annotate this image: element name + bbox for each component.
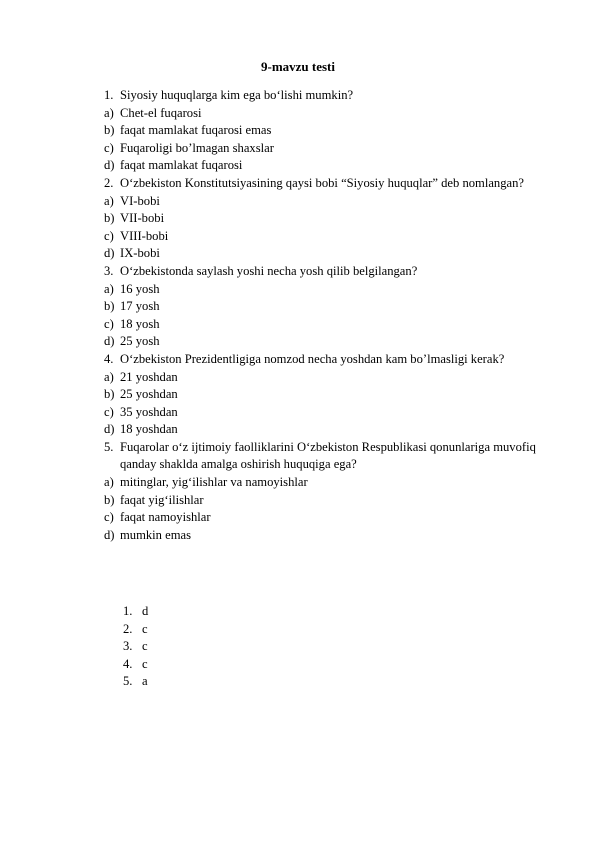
option-letter: a) — [104, 369, 114, 384]
option-3b — [104, 298, 554, 316]
option-5d — [104, 527, 554, 545]
option-letter: a) — [104, 193, 114, 208]
answer-value: a — [142, 674, 148, 689]
option-letter: c) — [104, 316, 114, 331]
option-text: faqat mamlakat fuqarosi — [120, 158, 243, 173]
question-text: O‘zbekiston Konstitutsiyasining qaysi bobi “Siyosiy huquqlar” deb nomlangan? — [120, 175, 524, 190]
quiz-questions — [104, 87, 554, 544]
option-5b — [104, 492, 554, 510]
option-letter: c) — [104, 404, 114, 419]
option-letter: b) — [104, 387, 115, 402]
option-letter: c) — [104, 140, 114, 155]
question-number: 4. — [104, 351, 114, 366]
option-4c — [104, 404, 554, 422]
option-text: 21 yoshdan — [120, 369, 178, 384]
question-number: 3. — [104, 263, 114, 278]
option-1c — [104, 140, 554, 158]
option-text: VI-bobi — [120, 193, 160, 208]
option-letter: a) — [104, 475, 114, 490]
option-text: Chet-el fuqarosi — [120, 105, 202, 120]
option-letter: c) — [104, 228, 114, 243]
question-5 — [104, 439, 554, 474]
option-letter: b) — [104, 211, 115, 226]
answer-value: c — [142, 639, 148, 654]
option-text: mitinglar, yig‘ilishlar va namoyishlar — [120, 475, 308, 490]
option-text: 25 yoshdan — [120, 387, 178, 402]
question-text: O‘zbekistonda saylash yoshi necha yosh qilib belgilangan? — [120, 263, 418, 278]
answer-number: 2. — [123, 621, 133, 636]
option-letter: d) — [104, 334, 115, 349]
question-number: 5. — [104, 439, 114, 454]
option-text: faqat yig‘ilishlar — [120, 492, 204, 507]
answer-5 — [123, 673, 323, 691]
option-4d — [104, 421, 554, 439]
option-1a — [104, 105, 554, 123]
option-text: 18 yoshdan — [120, 422, 178, 437]
option-2b — [104, 210, 554, 228]
option-letter: d) — [104, 246, 115, 261]
option-letter: c) — [104, 510, 114, 525]
option-text: faqat namoyishlar — [120, 510, 211, 525]
option-text: 25 yosh — [120, 334, 160, 349]
option-1d — [104, 157, 554, 175]
option-3c — [104, 316, 554, 334]
option-4a — [104, 369, 554, 387]
answer-4 — [123, 656, 323, 674]
answer-value: c — [142, 621, 148, 636]
option-text: 16 yosh — [120, 281, 160, 296]
option-letter: a) — [104, 281, 114, 296]
option-2d — [104, 245, 554, 263]
question-4 — [104, 351, 554, 369]
option-text: VIII-bobi — [120, 228, 169, 243]
question-text: Fuqarolar o‘z ijtimoiy faolliklarini O‘zbekiston Respublikasi qonunlariga muvofiq qanday shaklda amalga oshirish huquqiga ega? — [120, 439, 536, 472]
answer-2 — [123, 621, 323, 639]
question-1 — [104, 87, 554, 105]
option-letter: b) — [104, 492, 115, 507]
question-3 — [104, 263, 554, 281]
answer-number: 1. — [123, 604, 133, 618]
question-2 — [104, 175, 554, 193]
option-letter: d) — [104, 422, 115, 437]
option-1b — [104, 122, 554, 140]
answer-key — [123, 603, 323, 691]
answer-value: c — [142, 656, 148, 671]
option-letter: a) — [104, 105, 114, 120]
answer-value: d — [142, 604, 149, 618]
option-text: mumkin emas — [120, 527, 192, 542]
option-text: 35 yoshdan — [120, 404, 178, 419]
option-text: 18 yosh — [120, 316, 160, 331]
option-letter: b) — [104, 299, 115, 314]
option-letter: d) — [104, 527, 115, 542]
option-text: 17 yosh — [120, 299, 160, 314]
question-number: 1. — [104, 88, 114, 102]
answer-number: 3. — [123, 639, 133, 654]
option-2a — [104, 193, 554, 211]
page-title: 9-mavzu testi — [260, 59, 335, 74]
option-letter: b) — [104, 123, 115, 138]
option-letter: d) — [104, 158, 115, 173]
option-text: VII-bobi — [120, 211, 165, 226]
answer-3 — [123, 638, 323, 656]
option-3a — [104, 281, 554, 299]
option-3d — [104, 333, 554, 351]
option-2c — [104, 228, 554, 246]
question-text: O‘zbekiston Prezidentligiga nomzod necha yoshdan kam bo’lmasligi kerak? — [120, 351, 505, 366]
answer-number: 5. — [123, 674, 133, 689]
option-text: faqat mamlakat fuqarosi emas — [120, 123, 272, 138]
option-text: IX-bobi — [120, 246, 160, 261]
answer-number: 4. — [123, 656, 133, 671]
option-5c — [104, 509, 554, 527]
option-4b — [104, 386, 554, 404]
option-5a — [104, 474, 554, 492]
option-text: Fuqaroligi bo’lmagan shaxslar — [120, 140, 274, 155]
answer-1 — [123, 603, 323, 621]
question-number: 2. — [104, 175, 114, 190]
question-text: Siyosiy huquqlarga kim ega bo‘lishi mumkin? — [120, 88, 354, 102]
